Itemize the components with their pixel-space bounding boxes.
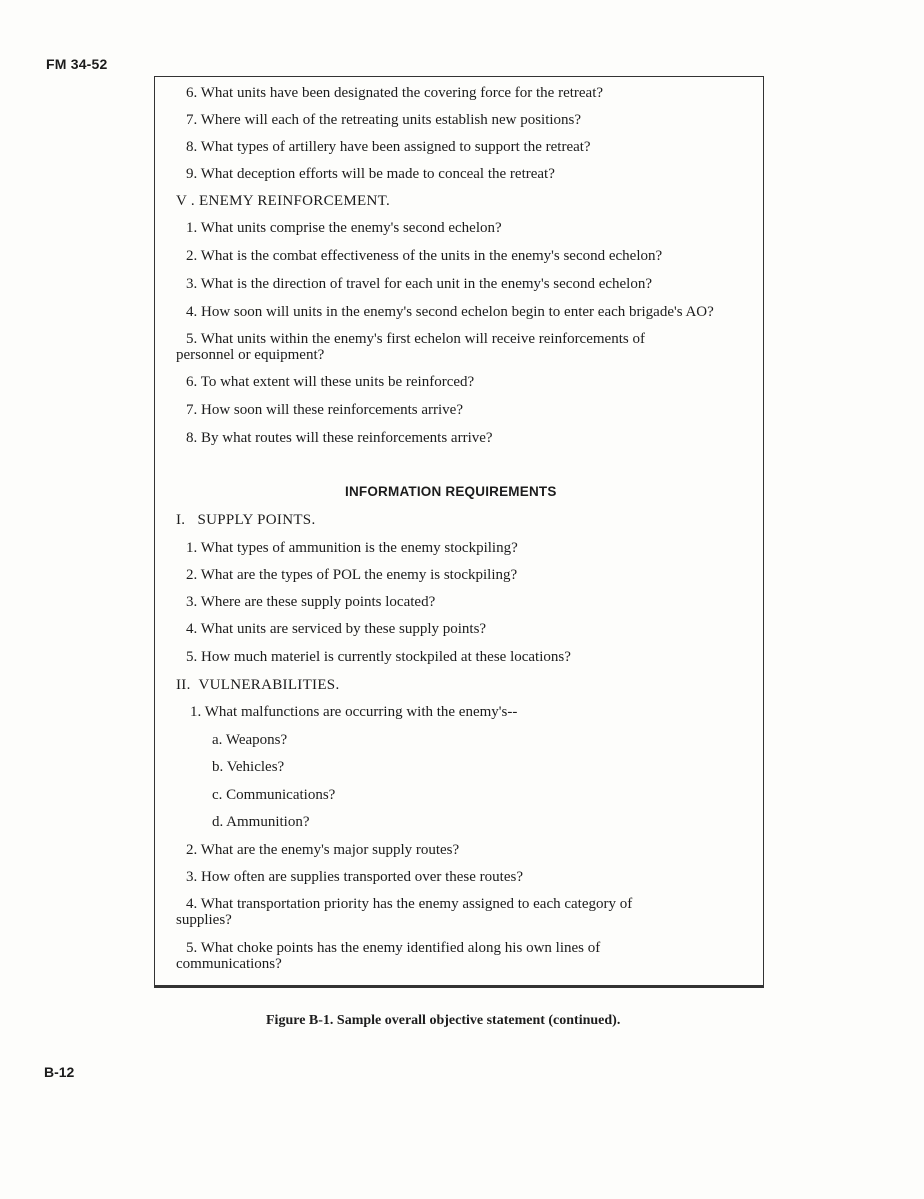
list-item: 4. How soon will units in the enemy's second echelon begin to enter each brigade's AO? [186,304,714,320]
page-header: FM 34-52 [46,56,108,72]
list-item: 1. What types of ammunition is the enemy stockpiling? [186,540,518,556]
list-item-continuation: personnel or equipment? [176,347,325,363]
list-item: 2. What are the types of POL the enemy is stockpiling? [186,567,518,583]
list-item: 3. Where are these supply points located? [186,594,436,610]
list-item: 2. What is the combat effectiveness of the units in the enemy's second echelon? [186,248,663,264]
sub-item: b. Vehicles? [212,759,285,775]
list-item: 3. What is the direction of travel for each unit in the enemy's second echelon? [186,276,653,292]
list-item: 6. What units have been designated the covering force for the retreat? [186,85,604,101]
section-heading: II. VULNERABILITIES. [176,677,340,693]
list-item: 7. How soon will these reinforcements arrive? [186,402,463,418]
list-item: 5. What units within the enemy's first echelon will receive reinforcements of [186,331,645,347]
section-heading: V . ENEMY REINFORCEMENT. [176,193,391,209]
list-item: 4. What transportation priority has the enemy assigned to each category of [186,896,633,912]
list-item-continuation: communications? [176,956,282,972]
list-item: 5. What choke points has the enemy identified along his own lines of [186,940,601,956]
page-number: B-12 [44,1064,75,1080]
list-item-continuation: supplies? [176,912,232,928]
list-item: 1. What malfunctions are occurring with the enemy's-- [190,704,518,720]
list-item: 1. What units comprise the enemy's second echelon? [186,220,502,236]
list-item: 8. What types of artillery have been assigned to support the retreat? [186,139,591,155]
sub-item: a. Weapons? [212,732,288,748]
list-item: 4. What units are serviced by these supply points? [186,621,487,637]
list-item: 9. What deception efforts will be made to conceal the retreat? [186,166,555,182]
list-item: 6. To what extent will these units be reinforced? [186,374,475,390]
list-item: 7. Where will each of the retreating units establish new positions? [186,112,582,128]
list-item: 3. How often are supplies transported over these routes? [186,869,523,885]
sub-item: d. Ammunition? [212,814,310,830]
section-heading: I. SUPPLY POINTS. [176,512,316,528]
list-item: 8. By what routes will these reinforcements arrive? [186,430,493,446]
list-item: 5. How much materiel is currently stockpiled at these locations? [186,649,571,665]
list-item: 2. What are the enemy's major supply routes? [186,842,460,858]
figure-caption: Figure B-1. Sample overall objective statement (continued). [266,1013,621,1028]
sub-item: c. Communications? [212,787,336,803]
section-title: INFORMATION REQUIREMENTS [345,484,557,499]
